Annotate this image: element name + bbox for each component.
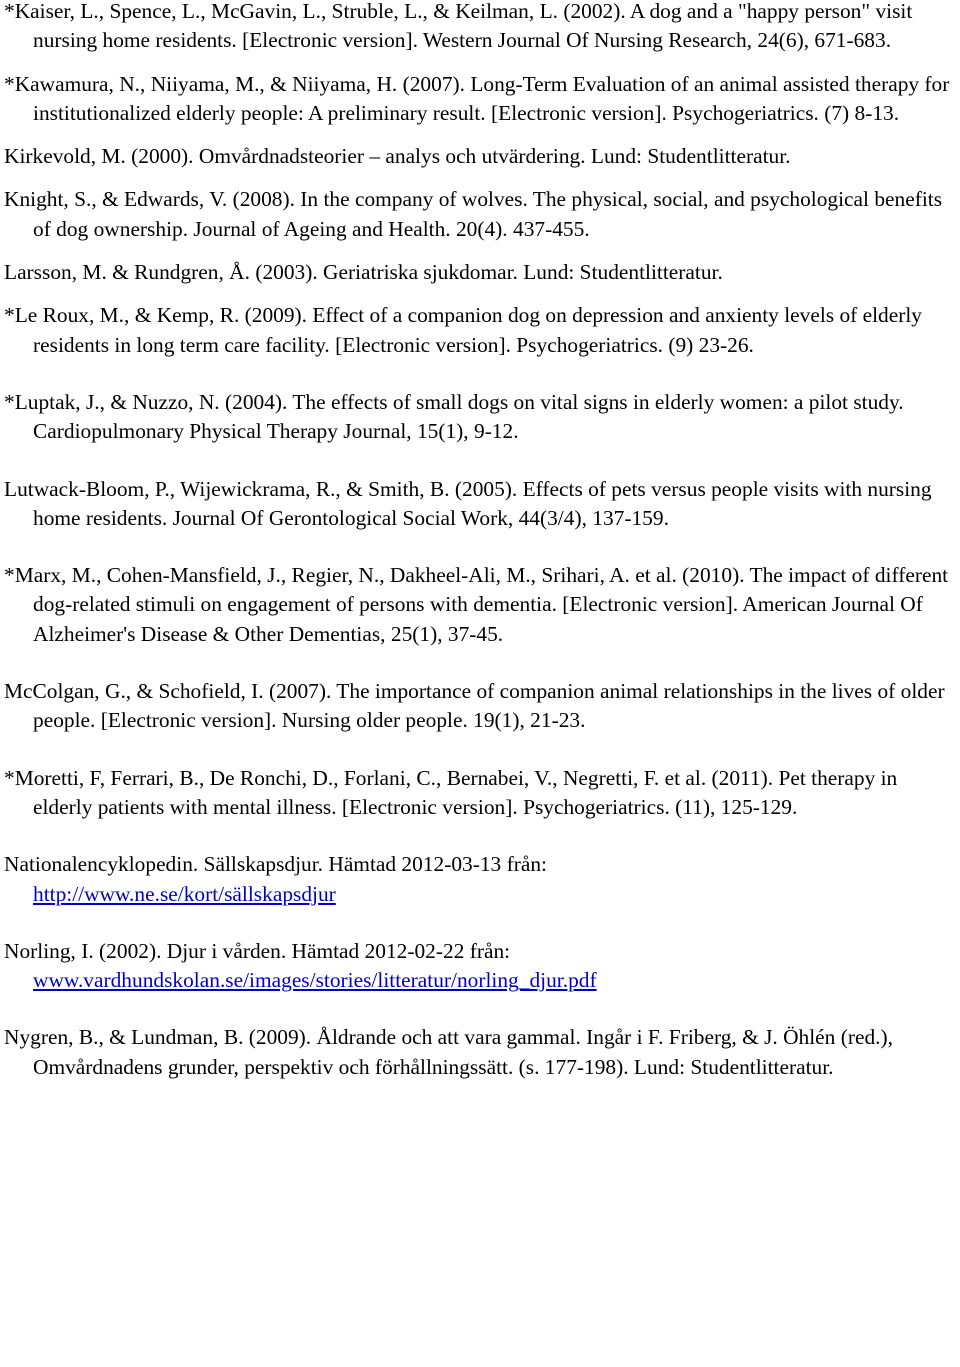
reference-knight: Knight, S., & Edwards, V. (2008). In the company of wolves. The physical, social, and psychological benefits of dog ownership. Journal of Ageing and Health. 20(4). 437-455. [4, 187, 943, 241]
reference-lutwack: Lutwack-Bloom, P., Wijewickrama, R., & Smith, B. (2005). Effects of pets versus people visits with nursing home residents. Journal Of Gerontological Social Work, 44(3/4), 137-159. [4, 476, 932, 530]
reference-kaiser: *Kaiser, L., Spence, L., McGavin, L., Struble, L., & Keilman, L. (2002). A dog and a "happy person" visit nursing home residents. [Electronic version]. Western Journal Of Nursing Research, 24(6), 671-683. [4, 0, 913, 53]
reference-norling-text: Norling, I. (2002). Djur i vården. Hämtad 2012-02-22 från: [4, 938, 511, 963]
reference-nygren: Nygren, B., & Lundman, B. (2009). Åldrande och att vara gammal. Ingår i F. Friberg, & J. Öhlén (red.), Omvårdnadens grunder, perspektiv och förhållningssätt. (s. 177-198). Lund: Studentlitteratur. [4, 1025, 893, 1079]
reference-kawamura: *Kawamura, N., Niiyama, M., & Niiyama, H. (2007). Long-Term Evaluation of an animal assisted therapy for institutionalized elderly people: A preliminary result. [Electronic version]. Psychogeriatrics. (7) 8-13. [4, 71, 950, 125]
reference-norling [4, 937, 956, 996]
reference-larsson: Larsson, M. & Rundgren, Å. (2003). Geriatriska sjukdomar. Lund: Studentlitteratur. [4, 260, 723, 285]
reference-marx: *Marx, M., Cohen-Mansfield, J., Regier, N., Dakheel-Ali, M., Srihari, A. et al. (2010). The impact of different dog-related stimuli on engagement of persons with dementia. [Electronic version]. American Journal Of Alzheimer's Disease & Other Dementias, 25(1), 37-45. [4, 563, 949, 646]
reference-kirkevold: Kirkevold, M. (2000). Omvårdnadsteorier – analys och utvärdering. Lund: Studentlitteratur. [4, 144, 791, 169]
reference-ne-text: Nationalencyklopedin. Sällskapsdjur. Hämtad 2012-03-13 från: [4, 852, 547, 877]
reference-norling-link[interactable]: www.vardhundskolan.se/images/stories/litteratur/norling_djur.pdf [33, 968, 597, 993]
reference-list [4, 0, 956, 1082]
reference-mccolgan: McColgan, G., & Schofield, I. (2007). The importance of companion animal relationships in the lives of older people. [Electronic version]. Nursing older people. 19(1), 21-23. [4, 679, 945, 733]
reference-ne [4, 850, 956, 909]
reference-leroux: *Le Roux, M., & Kemp, R. (2009). Effect of a companion dog on depression and anxienty levels of elderly residents in long term care facility. [Electronic version]. Psychogeriatrics. (9) 23-26. [4, 303, 923, 357]
reference-moretti: *Moretti, F, Ferrari, B., De Ronchi, D., Forlani, C., Bernabei, V., Negretti, F. et al. (2011). Pet therapy in elderly patients with mental illness. [Electronic version]. Psychogeriatrics. (11), 125-129. [4, 765, 898, 819]
reference-luptak: *Luptak, J., & Nuzzo, N. (2004). The effects of small dogs on vital signs in elderly women: a pilot study. Cardiopulmonary Physical Therapy Journal, 15(1), 9-12. [4, 389, 904, 444]
reference-ne-link[interactable]: http://www.ne.se/kort/sällskapsdjur [33, 881, 336, 906]
